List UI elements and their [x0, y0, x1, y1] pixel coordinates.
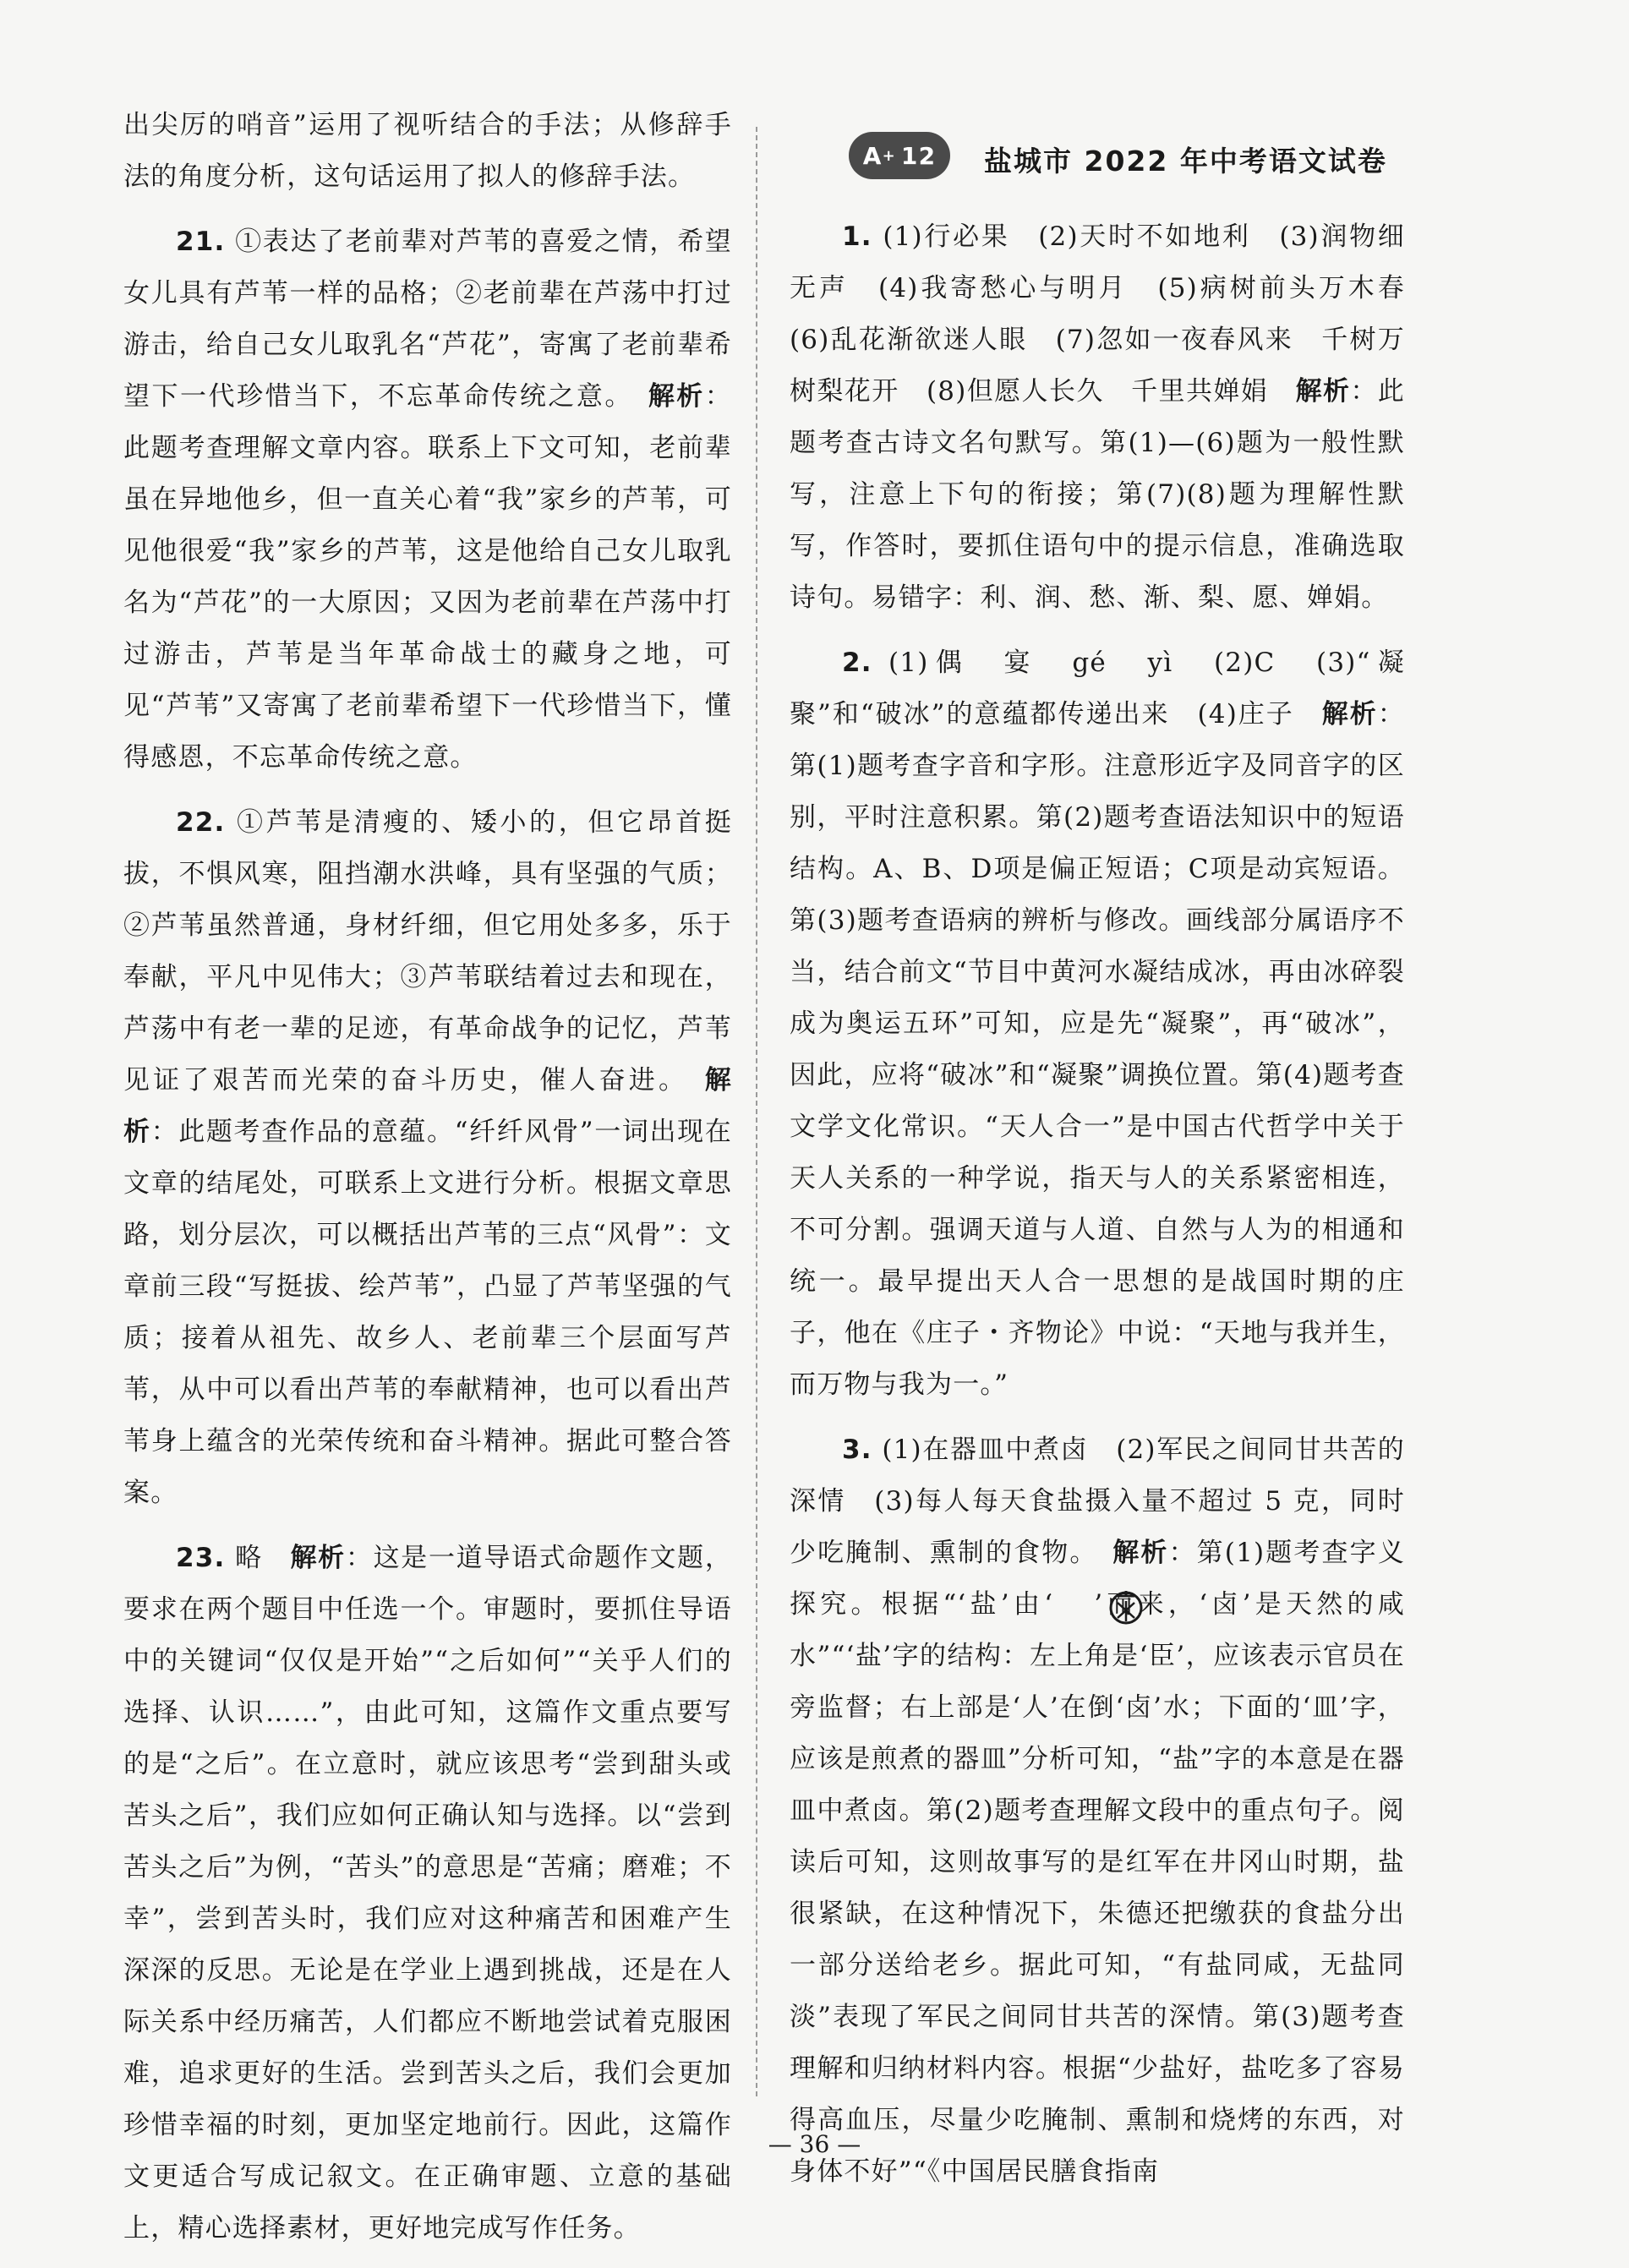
- question-number: 1.: [842, 221, 872, 252]
- analysis-label: 解析: [648, 381, 705, 412]
- section-badge: [849, 132, 950, 179]
- analysis-text: ’而来，‘卤’是天然的咸水”“‘盐’字的结构：左上角是‘臣’，应该表示官员在旁监督；右上部是‘人’在倒‘卤’水；下面的‘皿’字，应该是煎煮的器皿”分析可知，“盐”字的本意是在器皿中煮卤。第(2)题考查理解文段中的重点句子。阅读后可知，这则故事写的是红军在井冈山时期，盐很紧缺，在这种情况下，朱德还把缴获的食盐分出一部分送给老乡。据此可知，“有盐同咸，无盐同淡”表现了军民之间同甘共苦的深情。第(3)题考查理解和归纳材料内容。根据“少盐好，盐吃多了容易得高血压，尽量少吃腌制、熏制和烧烤的东西，对身体不好”“《中国居民膳食指南: [790, 1589, 1405, 2187]
- answer-text: ①芦苇是清瘦的、矮小的，但它昂首挺拔，不惧风寒，阻挡潮水洪峰，具有坚强的气质；②芦苇虽然普通，身材纤细，但它用处多多，乐于奉献，平凡中见伟大；③芦苇联结着过去和现在，芦荡中有老一辈的足迹，有革命战争的记忆，芦苇见证了艰苦而光荣的奋斗历史，催人奋进。: [123, 807, 732, 1096]
- question-number: 22.: [176, 807, 226, 838]
- answer-text: (1)行必果 (2)天时不如地利 (3)润物细无声 (4)我寄愁心与明月 (5)病树前头万木春 (6)乱花渐欲迷人眼 (7)忽如一夜春风来 千树万树梨花开 (8)但愿人长久 千里共婵娟: [790, 221, 1433, 407]
- section-header: [790, 127, 1405, 188]
- analysis-text: ：第(1)题考查字义探究。根据“‘盐’由‘: [790, 1538, 1406, 1620]
- analysis-text: ：此题考查理解文章内容。联系上下文可知，老前辈虽在异地他乡，但一直关心着“我”家乡的芦苇，可见他很爱“我”家乡的芦苇，这是他给自己女儿取乳名为“芦花”的一大原因；又因为老前辈在芦荡中打过游击，芦苇是当年革命战士的藏身之地，可见“芦苇”又寄寓了老前辈希望下一代珍惜当下，懂得感恩，不忘革命传统之意。: [123, 381, 732, 773]
- question-22: [123, 797, 732, 1519]
- question-number: 23.: [176, 1543, 226, 1573]
- right-column: [790, 127, 1433, 2211]
- left-column: [123, 100, 732, 2268]
- question-number: 2.: [842, 648, 872, 678]
- column-divider: [756, 127, 757, 2096]
- page-number: — 36 —: [768, 2130, 861, 2158]
- paragraph-text: 出尖厉的哨音”运用了视听结合的手法；从修辞手法的角度分析，这句话运用了拟人的修辞手法。: [123, 110, 732, 192]
- left-paragraph-intro: [123, 100, 732, 203]
- ancient-salt-glyph-icon: [1053, 1586, 1094, 1626]
- analysis-label: 解析: [1112, 1538, 1169, 1568]
- answer-text: (1)偶 宴 gé yì (2)C (3)“凝聚”和“破冰”的意蕴都传递出来 (4)庄子: [790, 648, 1405, 730]
- analysis-label: 解析: [1295, 376, 1351, 407]
- analysis-text: ：此题考查作品的意蕴。“纤纤风骨”一词出现在文章的结尾处，可联系上文进行分析。根据文章思路，划分层次，可以概括出芦苇的三点“风骨”：文章前三段“写挺拔、绘芦苇”，凸显了芦苇坚强的气质；接着从祖先、故乡人、老前辈三个层面写芦苇，从中可以看出芦苇的奉献精神，也可以看出芦苇身上蕴含的光荣传统和奋斗精神。据此可整合答案。: [123, 1117, 732, 1508]
- analysis-label: 解析: [1321, 699, 1378, 730]
- question-1: [790, 211, 1433, 624]
- analysis-label: 解析: [290, 1543, 346, 1573]
- question-2: [790, 637, 1405, 1411]
- badge-number: 12: [900, 141, 937, 170]
- paper-title: 盐城市 2022 年中考语文试卷: [984, 145, 1387, 178]
- answer-text: ①表达了老前辈对芦苇的喜爱之情，希望女儿具有芦苇一样的品格；②老前辈在芦荡中打过游击，给自己女儿取乳名“芦花”，寄寓了老前辈希望下一代珍惜当下，不忘革命传统之意。: [123, 227, 732, 412]
- question-number: 21.: [176, 227, 226, 257]
- analysis-text: ：此题考查古诗文名句默写。第(1)—(6)题为一般性默写，注意上下句的衔接；第(7)(8)题为理解性默写，作答时，要抓住语句中的提示信息，准确选取诗句。易错字：利、润、愁、渐、梨、愿、婵娟。: [790, 376, 1405, 613]
- answer-text: (1)在器皿中煮卤 (2)军民之间同甘共苦的深情 (3)每人每天食盐摄入量不超过 5 克，同时少吃腌制、熏制的食物。: [790, 1435, 1405, 1568]
- question-21: [123, 216, 732, 784]
- analysis-text: ：这是一道导语式命题作文题，要求在两个题目中任选一个。审题时，要抓住导语中的关键词“仅仅是开始”“之后如何”“关乎人们的选择、认识……”，由此可知，这篇作文重点要写的是“之后”。在立意时，就应该思考“尝到甜头或苦头之后”，我们应如何正确认知与选择。以“尝到苦头之后”为例，“苦头”的意思是“苦痛；磨难；不幸”，尝到苦头时，我们应对这种痛苦和困难产生深深的反思。无论是在学业上遇到挑战，还是在人际关系中经历痛苦，人们都应不断地尝试着克服困难，追求更好的生活。尝到苦头之后，我们会更加珍惜幸福的时刻，更加坚定地前行。因此，这篇作文更适合写成记叙文。在正确审题、立意的基础上，精心选择素材，更好地完成写作任务。: [123, 1543, 733, 2243]
- badge-sup: +: [882, 146, 896, 165]
- analysis-text: ：第(1)题考查字音和字形。注意形近字及同音字的区别，平时注意积累。第(2)题考查语法知识中的短语结构。A、B、D项是偏正短语；C项是动宾短语。第(3)题考查语病的辨析与修改。画线部分属语序不当，结合前文“节目中黄河水凝结成冰，再由冰碎裂成为奥运五环”可知，应是先“凝聚”，再“破冰”，因此，应将“破冰”和“凝聚”调换位置。第(4)题考查文学文化常识。“天人合一”是中国古代哲学中关于天人关系的一种学说，指天与人的关系紧密相连，不可分割。强调天道与人道、自然与人为的相通和统一。最早提出天人合一思想的是战国时期的庄子，他在《庄子・齐物论》中说：“天地与我并生，而万物与我为一。”: [790, 699, 1405, 1400]
- answer-text: 略: [235, 1543, 263, 1573]
- badge-letter: A: [862, 141, 883, 170]
- question-number: 3.: [842, 1435, 872, 1465]
- analysis-label: 解析: [123, 1065, 732, 1147]
- question-3: [790, 1424, 1405, 2198]
